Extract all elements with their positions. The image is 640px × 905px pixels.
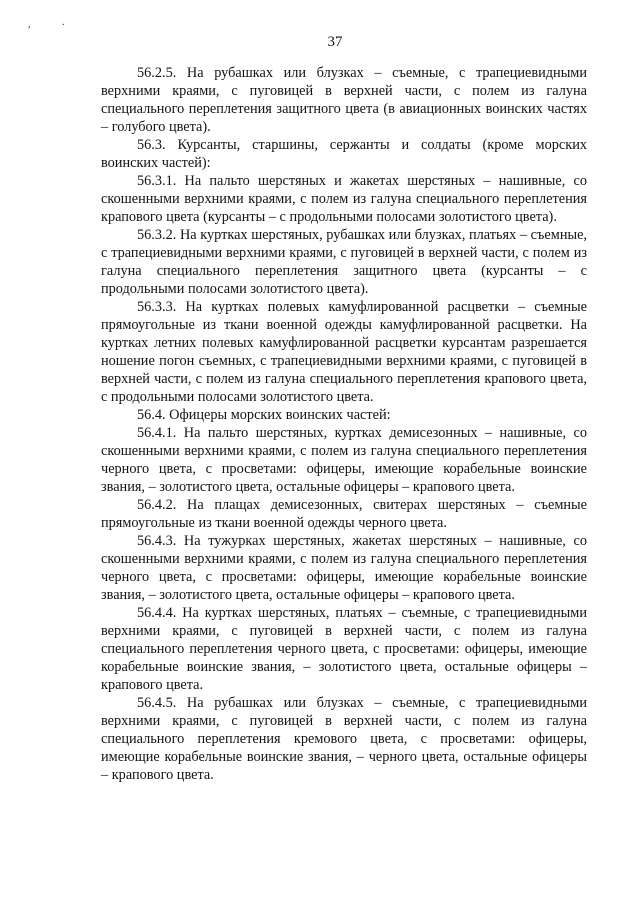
paragraph-56-3-2: 56.3.2. На куртках шерстяных, рубашках или блузках, платьях – съемные, с трапециевидными верхними краями, с пуговицей в верхней части, с полем из галуна специального переплетения защитного цвета (курсанты – с продольными полосами золотистого цвета). xyxy=(101,227,587,297)
paragraph-56-4: 56.4. Офицеры морских воинских частей: xyxy=(137,407,391,423)
paragraph-56-4-1: 56.4.1. На пальто шерстяных, куртках демисезонных – нашивные, со скошенными верхними краями, с полем из галуна специального переплетения черного цвета, с просветами: офицеры, имеющие корабельные воинские звания, – золотистого цвета, остальные офицеры – крапового цвета. xyxy=(101,425,587,495)
paragraph-56-4-4: 56.4.4. На куртках шерстяных, платьях – съемные, с трапециевидными верхними краями, с пуговицей в верхней части, с полем из галуна специального переплетения черного цвета, с просветами: офицеры, имеющие корабельные воинские звания, – золотистого цвета, остальные офицеры – крапового цвета. xyxy=(101,605,587,693)
paragraph-56-3-3: 56.3.3. На куртках полевых камуфлированной расцветки – съемные прямоугольные из ткани военной одежды камуфлированной расцветки. На куртках летних полевых камуфлированной расцветки курсантам разрешается ношение погон съемных, с трапециевидными верхними краями, с пуговицей в верхней части, с полем из галуна специального переплетения крапового цвета, с продольными полосами золотистого цвета. xyxy=(101,299,587,405)
page-number: 37 xyxy=(327,34,343,50)
paragraph-56-4-5: 56.4.5. На рубашках или блузках – съемные, с трапециевидными верхними краями, с пуговицей в верхней части, с полем из галуна специального переплетения кремового цвета, с просветами: офицеры, имеющие корабельные воинские звания, – черного цвета, остальные офицеры – крапового цвета. xyxy=(101,695,587,783)
scan-speck: . xyxy=(62,17,65,28)
paragraph-56-3-1: 56.3.1. На пальто шерстяных и жакетах шерстяных – нашивные, со скошенными верхними краями, с полем из галуна специального переплетения крапового цвета (курсанты – с продольными полосами золотистого цвета). xyxy=(101,173,587,225)
scan-speck: , xyxy=(28,19,31,30)
paragraph-56-4-2: 56.4.2. На плащах демисезонных, свитерах шерстяных – съемные прямоугольные из ткани военной одежды черного цвета. xyxy=(101,497,587,531)
paragraph-56-3: 56.3. Курсанты, старшины, сержанты и солдаты (кроме морских воинских частей): xyxy=(101,137,587,171)
paragraph-56-2-5: 56.2.5. На рубашках или блузках – съемные, с трапециевидными верхними краями, с пуговицей в верхней части, с полем из галуна специального переплетения защитного цвета (в авиационных воинских частях – голубого цвета). xyxy=(101,65,587,135)
paragraph-56-4-3: 56.4.3. На тужурках шерстяных, жакетах шерстяных – нашивные, со скошенными верхними краями, с полем из галуна специального переплетения черного цвета, с просветами: офицеры, имеющие корабельные воинские звания, – золотистого цвета, остальные офицеры – крапового цвета. xyxy=(101,533,587,603)
document-body xyxy=(101,64,587,784)
